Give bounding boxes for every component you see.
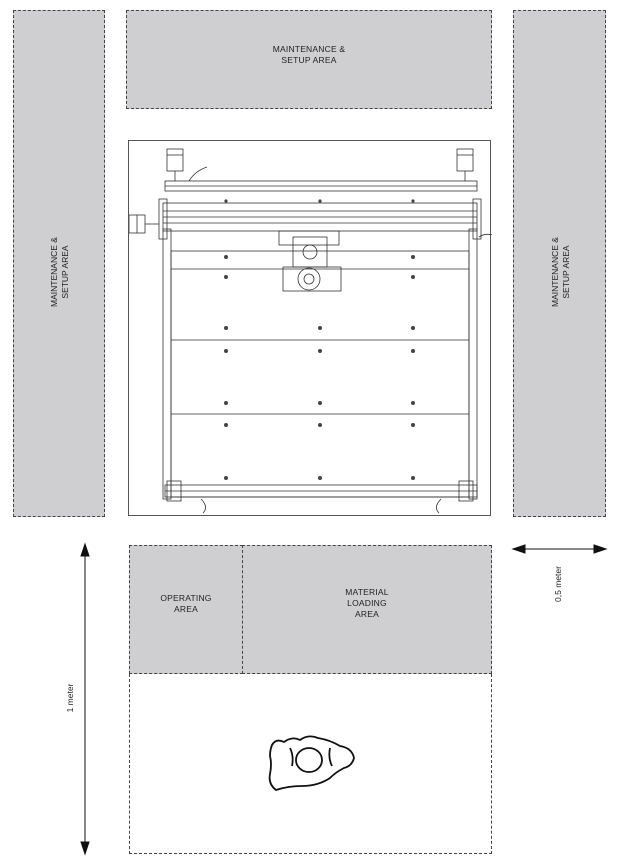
operator-figure-icon [270,736,354,790]
label-line: AREA [355,609,379,619]
label-line: SETUP AREA [60,245,70,299]
label-line: MAINTENANCE & [272,44,346,54]
label-line: AREA [174,604,198,614]
dimension-arrow-vertical [81,544,89,854]
label-line: SETUP AREA [281,55,337,65]
label-line: MATERIAL [345,587,389,597]
dimension-arrow-horizontal [513,545,606,553]
label-line: OPERATING [160,593,212,603]
label-line: SETUP AREA [561,245,571,299]
label-line: MAINTENANCE & [49,237,59,307]
dimension-label-vertical: 1 meter [65,683,75,713]
label-line: MAINTENANCE & [550,237,560,307]
label-line: LOADING [347,598,387,608]
dimension-label-horizontal: 0,5 meter [553,566,563,602]
